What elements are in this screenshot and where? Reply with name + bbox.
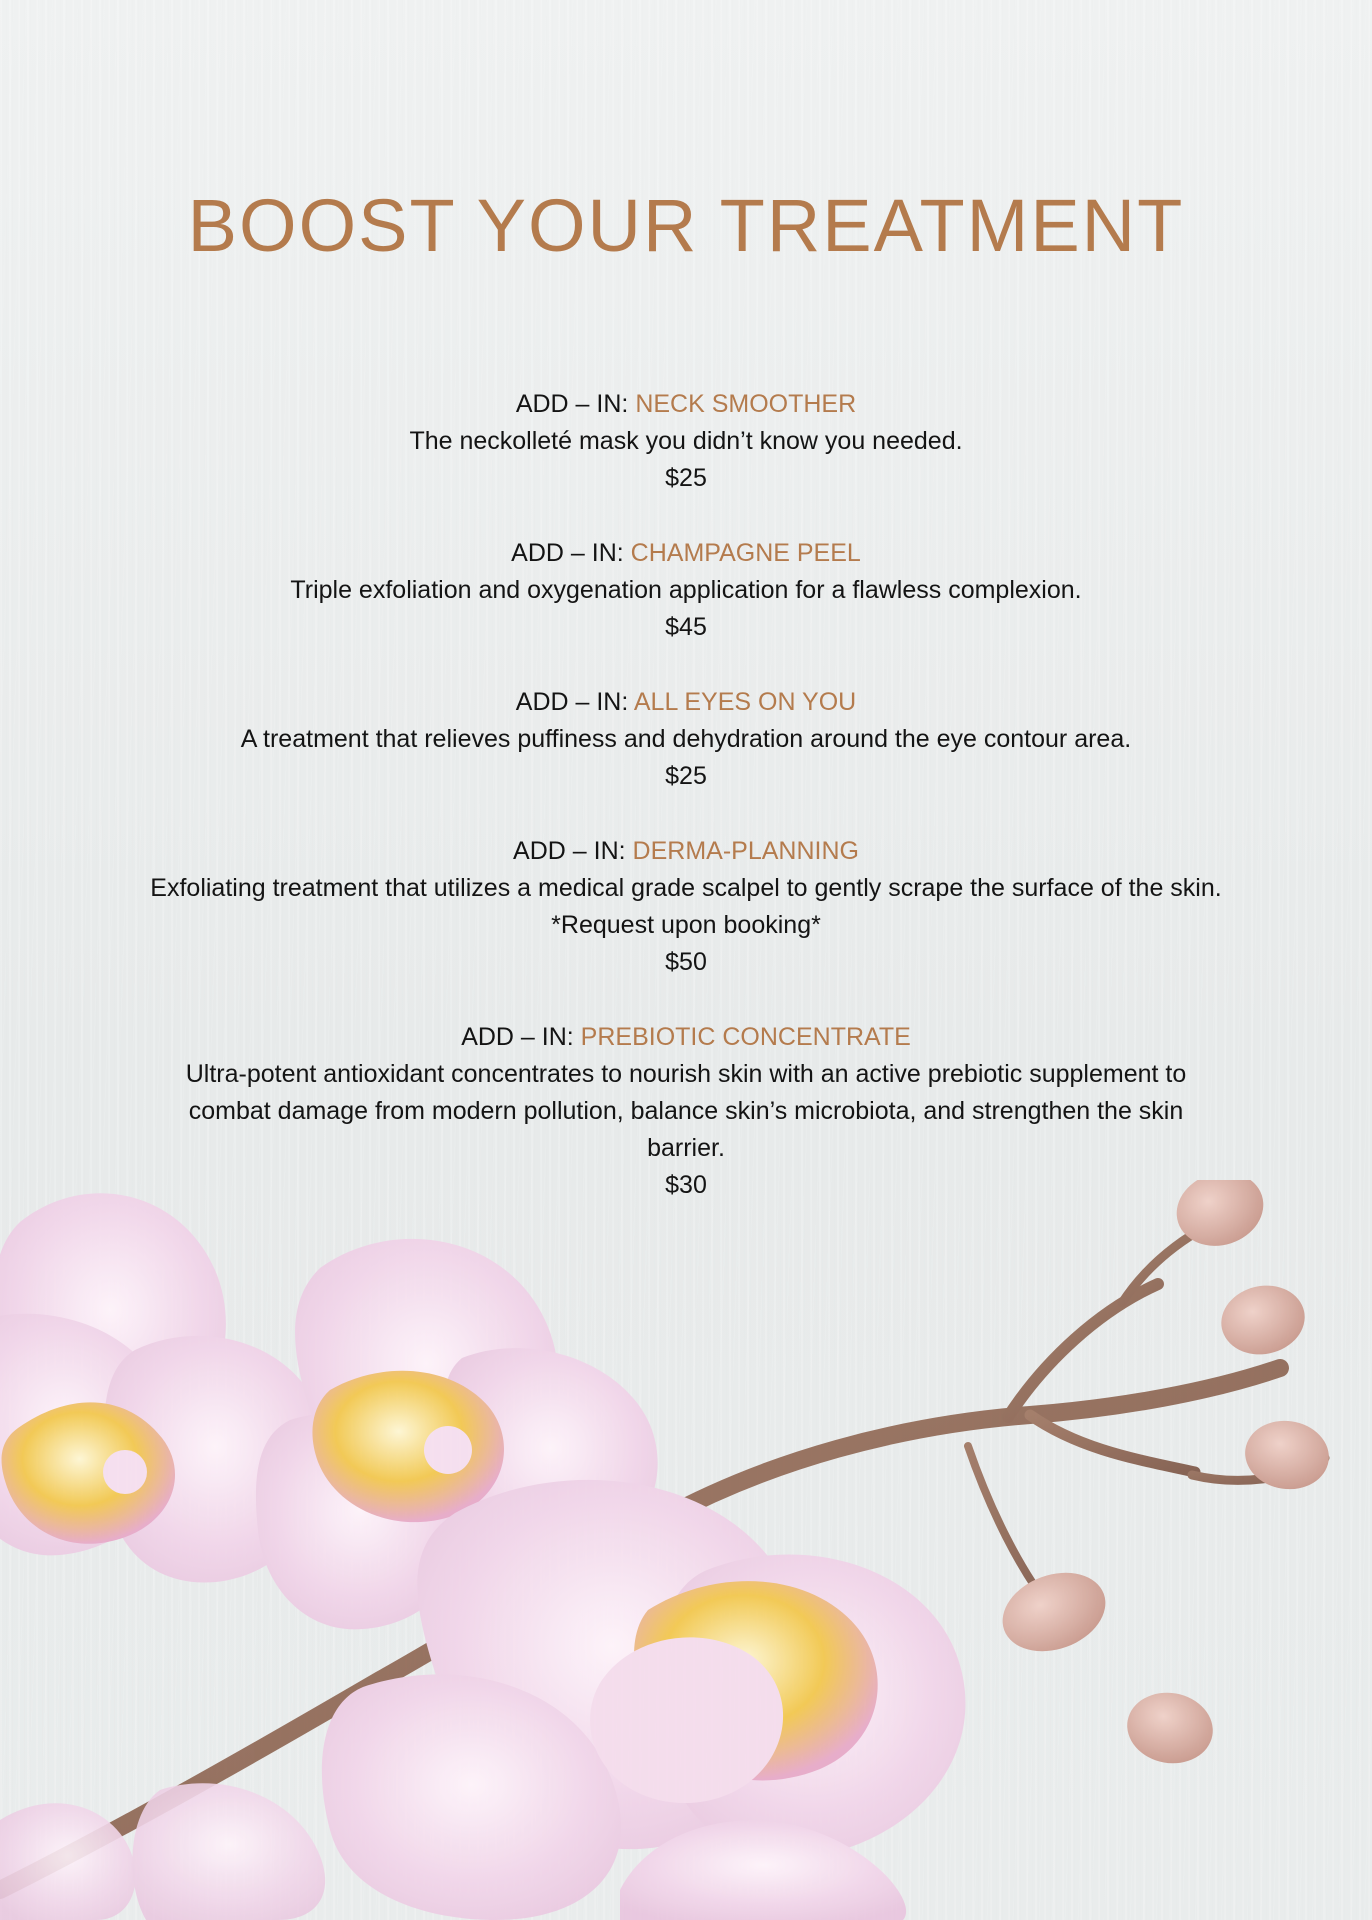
add-in-description: combat damage from modern pollution, balance skin’s microbiota, and strengthen the skin [188, 1097, 1184, 1125]
add-in-item [70, 386, 1302, 497]
booking-note: *Request upon booking* [551, 911, 821, 939]
add-in-prefix: ADD – IN: [515, 390, 636, 418]
page-title: BOOST YOUR TREATMENT [187, 184, 1185, 267]
add-in-description: barrier. [647, 1134, 725, 1162]
add-in-item [70, 1019, 1302, 1204]
add-in-price: $45 [665, 613, 707, 641]
add-in-item [70, 684, 1302, 795]
add-in-heading [70, 1019, 1302, 1056]
add-in-heading [70, 386, 1302, 423]
add-in-item [70, 535, 1302, 646]
add-in-heading [70, 535, 1302, 572]
add-in-price: $25 [665, 464, 707, 492]
add-in-name: NECK SMOOTHER [635, 390, 857, 418]
add-in-list [70, 386, 1302, 1204]
add-in-prefix: ADD – IN: [511, 539, 631, 567]
add-in-description: Triple exfoliation and oxygenation application for a flawless complexion. [290, 576, 1082, 604]
add-in-heading [70, 833, 1302, 870]
add-in-price: $25 [665, 762, 707, 790]
add-in-name: PREBIOTIC CONCENTRATE [580, 1023, 911, 1051]
add-in-price: $30 [665, 1171, 707, 1199]
add-in-name: DERMA-PLANNING [632, 837, 859, 865]
add-in-name: CHAMPAGNE PEEL [630, 539, 861, 567]
add-in-prefix: ADD – IN: [515, 688, 634, 716]
add-in-item [70, 833, 1302, 981]
add-in-prefix: ADD – IN: [461, 1023, 581, 1051]
add-in-price: $50 [665, 948, 707, 976]
add-in-name: ALL EYES ON YOU [633, 688, 857, 716]
add-in-description: A treatment that relieves puffiness and dehydration around the eye contour area. [240, 725, 1132, 753]
pink-orchids-image [0, 1180, 1372, 1920]
add-in-description: Exfoliating treatment that utilizes a medical grade scalpel to gently scrape the surface of the skin. [150, 874, 1222, 902]
add-in-prefix: ADD – IN: [513, 837, 633, 865]
add-in-description: The neckolleté mask you didn’t know you needed. [409, 427, 963, 455]
add-in-heading [70, 684, 1302, 721]
add-in-description: Ultra-potent antioxidant concentrates to nourish skin with an active prebiotic supplement to [185, 1060, 1187, 1088]
